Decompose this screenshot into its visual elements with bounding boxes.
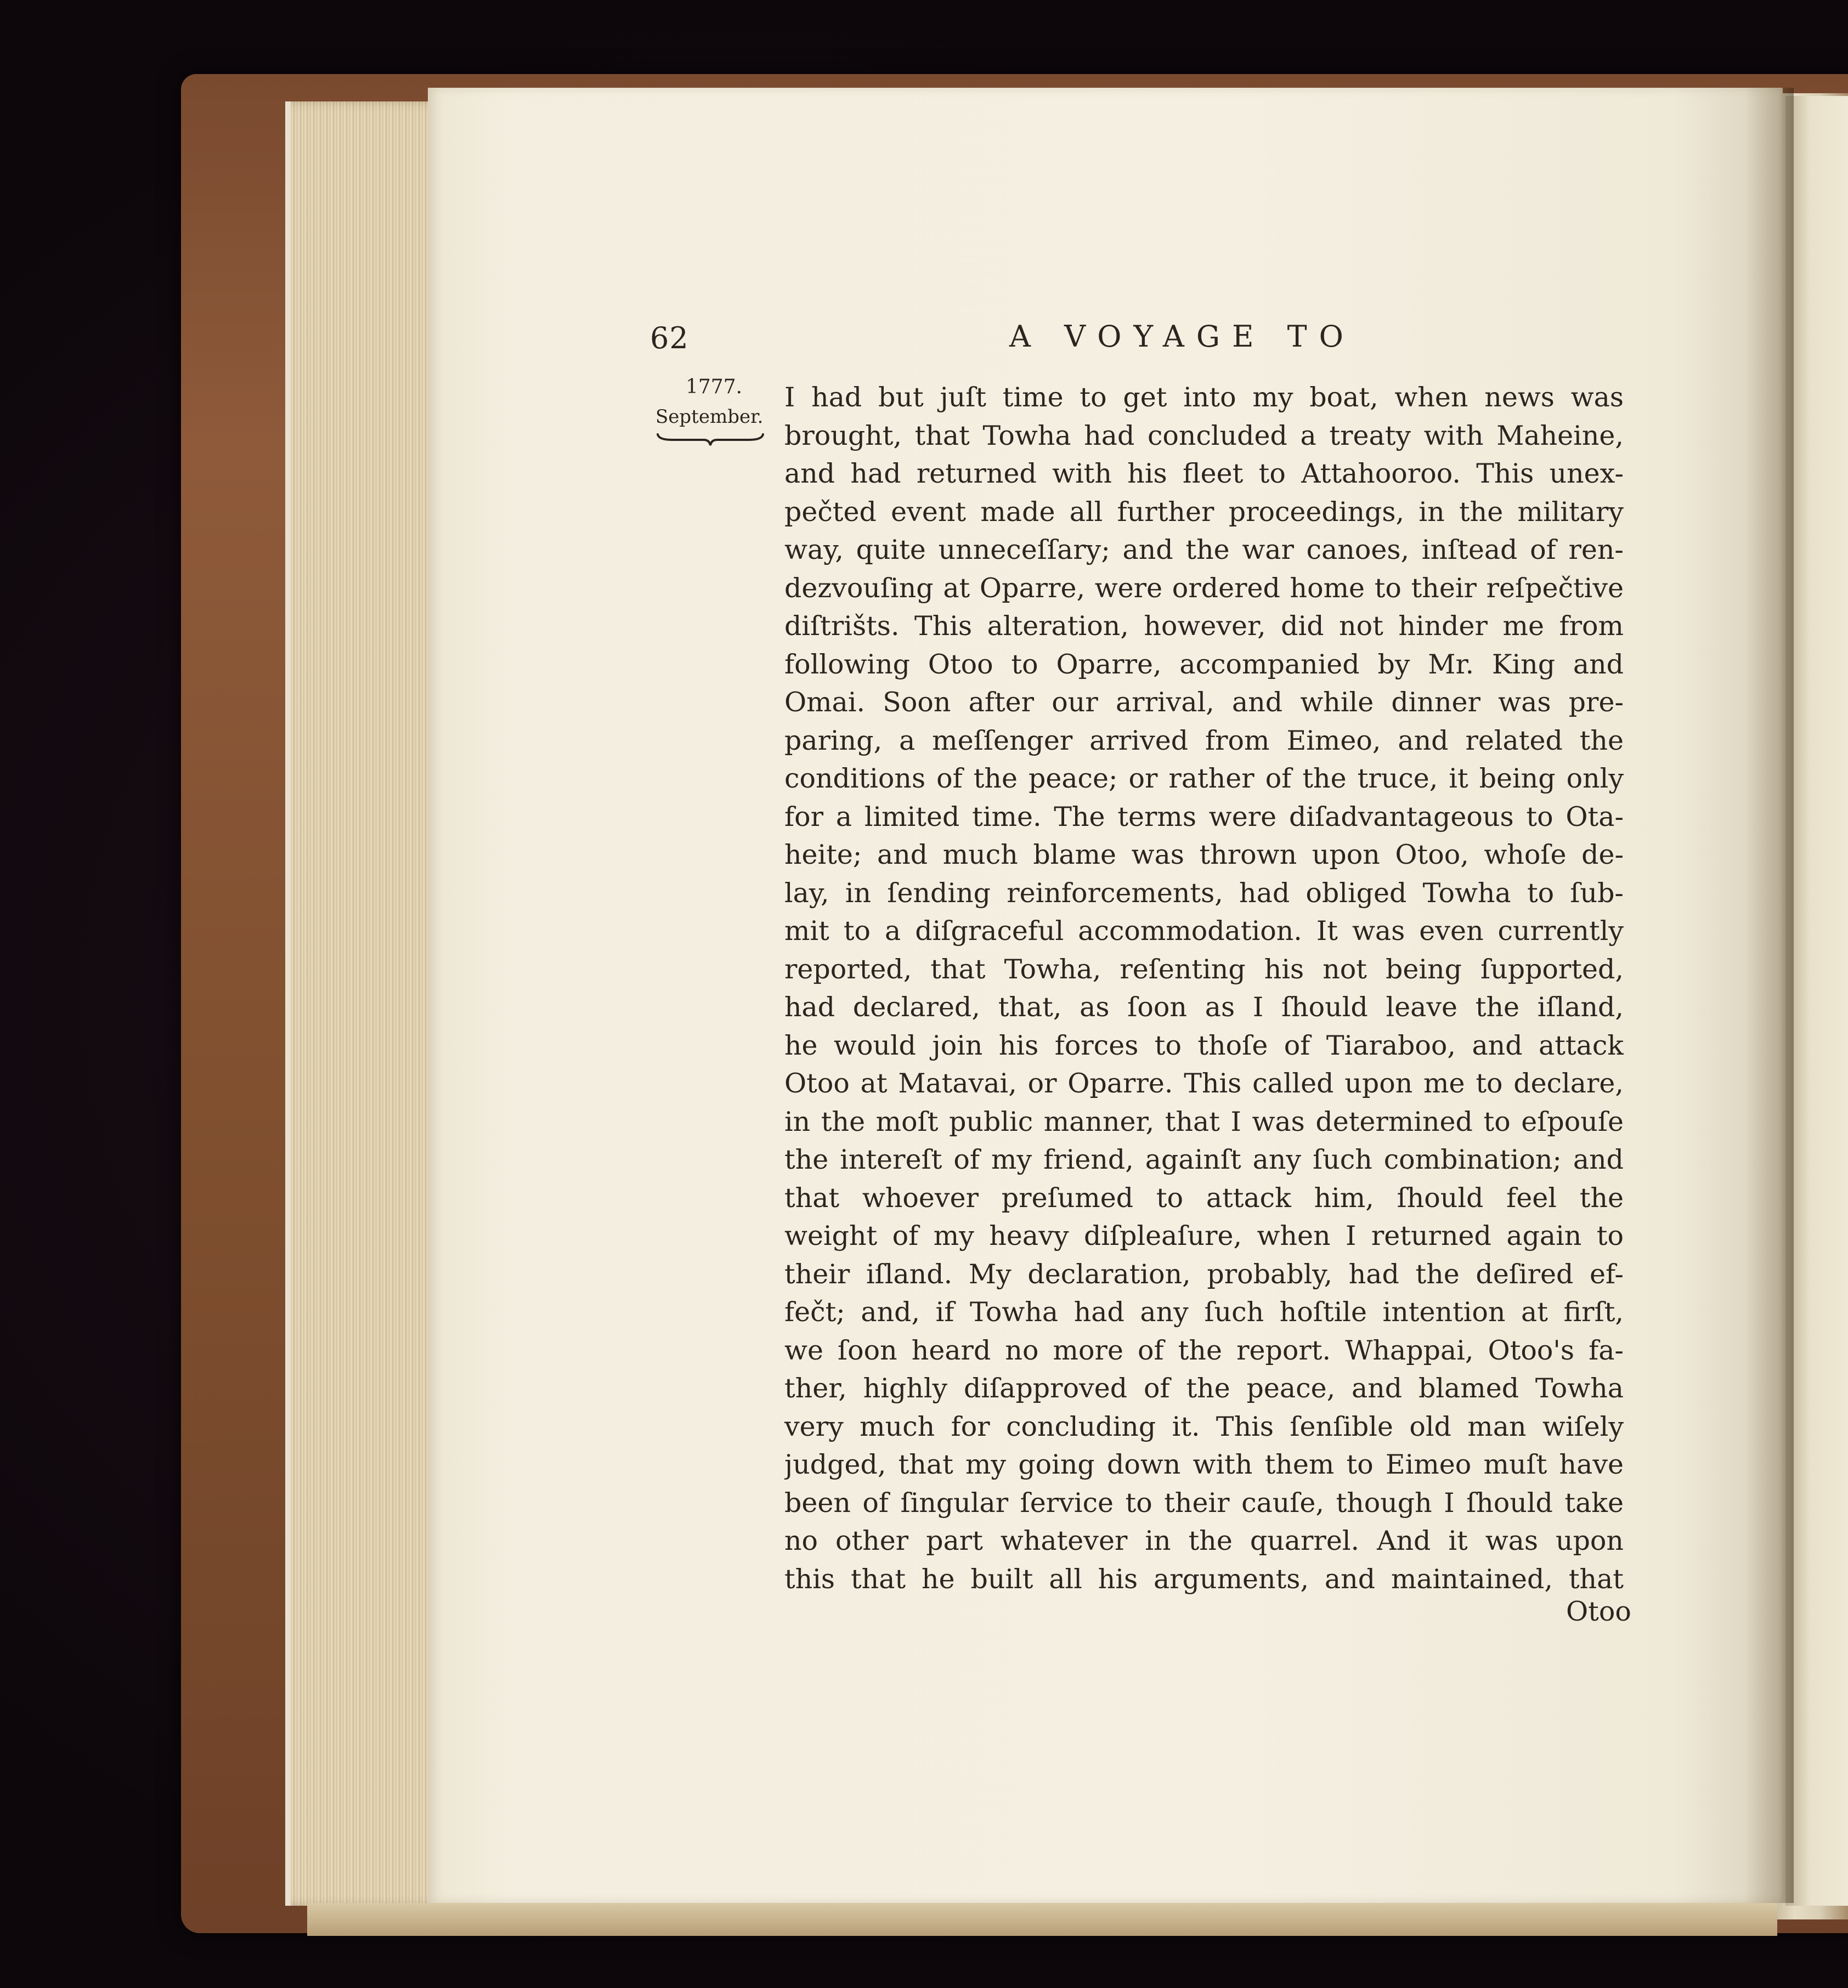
text-line: very much for concluding it. This ſenſible old man wiſely	[784, 1411, 1624, 1442]
text-line: this that he built all his arguments, and maintained, that	[784, 1563, 1624, 1595]
text-line: reported, that Towha, reſenting his not being ſupported,	[784, 953, 1624, 985]
text-line: their iſland. My declaration, probably, had the deſired ef-	[784, 1258, 1624, 1290]
catchword: Otoo	[1566, 1596, 1631, 1627]
text-line: for a limited time. The terms were diſadvantageous to Ota-	[784, 801, 1624, 832]
text-line: that whoever preſumed to attack him, ſhould feel the	[784, 1182, 1624, 1214]
text-line: brought, that Towha had concluded a treaty with Maheine,	[784, 420, 1624, 451]
text-line: and had returned with his fleet to Attahooroo. This unex-	[784, 458, 1624, 489]
facing-page-edge	[1785, 96, 1848, 1906]
margin-note-year: 1777.	[686, 376, 743, 398]
body-text	[784, 378, 1624, 1598]
text-line: judged, that my going down with them to Eimeo muſt have	[784, 1449, 1624, 1480]
text-line: lay, in ſending reinforcements, had obliged Towha to ſub-	[784, 877, 1624, 909]
text-line: been of ſingular ſervice to their cauſe, though I ſhould take	[784, 1487, 1624, 1519]
text-line: Omai. Soon after our arrival, and while dinner was pre-	[784, 687, 1624, 718]
gutter-shadow	[1744, 88, 1794, 1903]
text-line: dezvouſing at Oparre, were ordered home to their reſpečtive	[784, 572, 1624, 604]
text-line: ther, highly diſapproved of the peace, and blamed Towha	[784, 1373, 1624, 1404]
text-line: had declared, that, as ſoon as I ſhould leave the iſland,	[784, 992, 1624, 1023]
text-line: conditions of the peace; or rather of the truce, it being only	[784, 763, 1624, 794]
text-line: mit to a diſgraceful accommodation. It was even currently	[784, 915, 1624, 947]
text-line: in the moſt public manner, that I was determined to eſpouſe	[784, 1106, 1624, 1137]
margin-note-month: September.	[655, 406, 764, 428]
text-line: way, quite unneceſſary; and the war canoes, inſtead of ren-	[784, 534, 1624, 565]
text-line: fečt; and, if Towha had any ſuch hoſtile intention at firſt,	[784, 1296, 1624, 1328]
text-line: the intereſt of my friend, againſt any ſuch combination; and	[784, 1144, 1624, 1175]
text-line: he would join his forces to thoſe of Tiaraboo, and attack	[784, 1029, 1624, 1061]
margin-brace-ornament	[655, 431, 765, 448]
page-fore-edge	[285, 101, 444, 1906]
text-line: heite; and much blame was thrown upon Otoo, whoſe de-	[784, 839, 1624, 870]
page-number: 62	[650, 321, 689, 355]
text-line: I had but juſt time to get into my boat, when news was	[784, 382, 1624, 413]
page-bottom-edge	[307, 1903, 1777, 1936]
text-line: pečted event made all further proceedings, in the military	[784, 496, 1624, 528]
text-line: Otoo at Matavai, or Oparre. This called upon me to declare,	[784, 1068, 1624, 1099]
text-line: following Otoo to Oparre, accompanied by Mr. King and	[784, 648, 1624, 680]
text-line: we ſoon heard no more of the report. Whappai, Otoo's fa-	[784, 1334, 1624, 1366]
running-head: A VOYAGE TO	[1009, 319, 1355, 354]
text-line: paring, a meſſenger arrived from Eimeo, and related the	[784, 724, 1624, 756]
text-line: diſtrišts. This alteration, however, did not hinder me from	[784, 610, 1624, 642]
text-line: weight of my heavy diſpleaſure, when I returned again to	[784, 1220, 1624, 1251]
text-line: no other part whatever in the quarrel. And it was upon	[784, 1525, 1624, 1556]
